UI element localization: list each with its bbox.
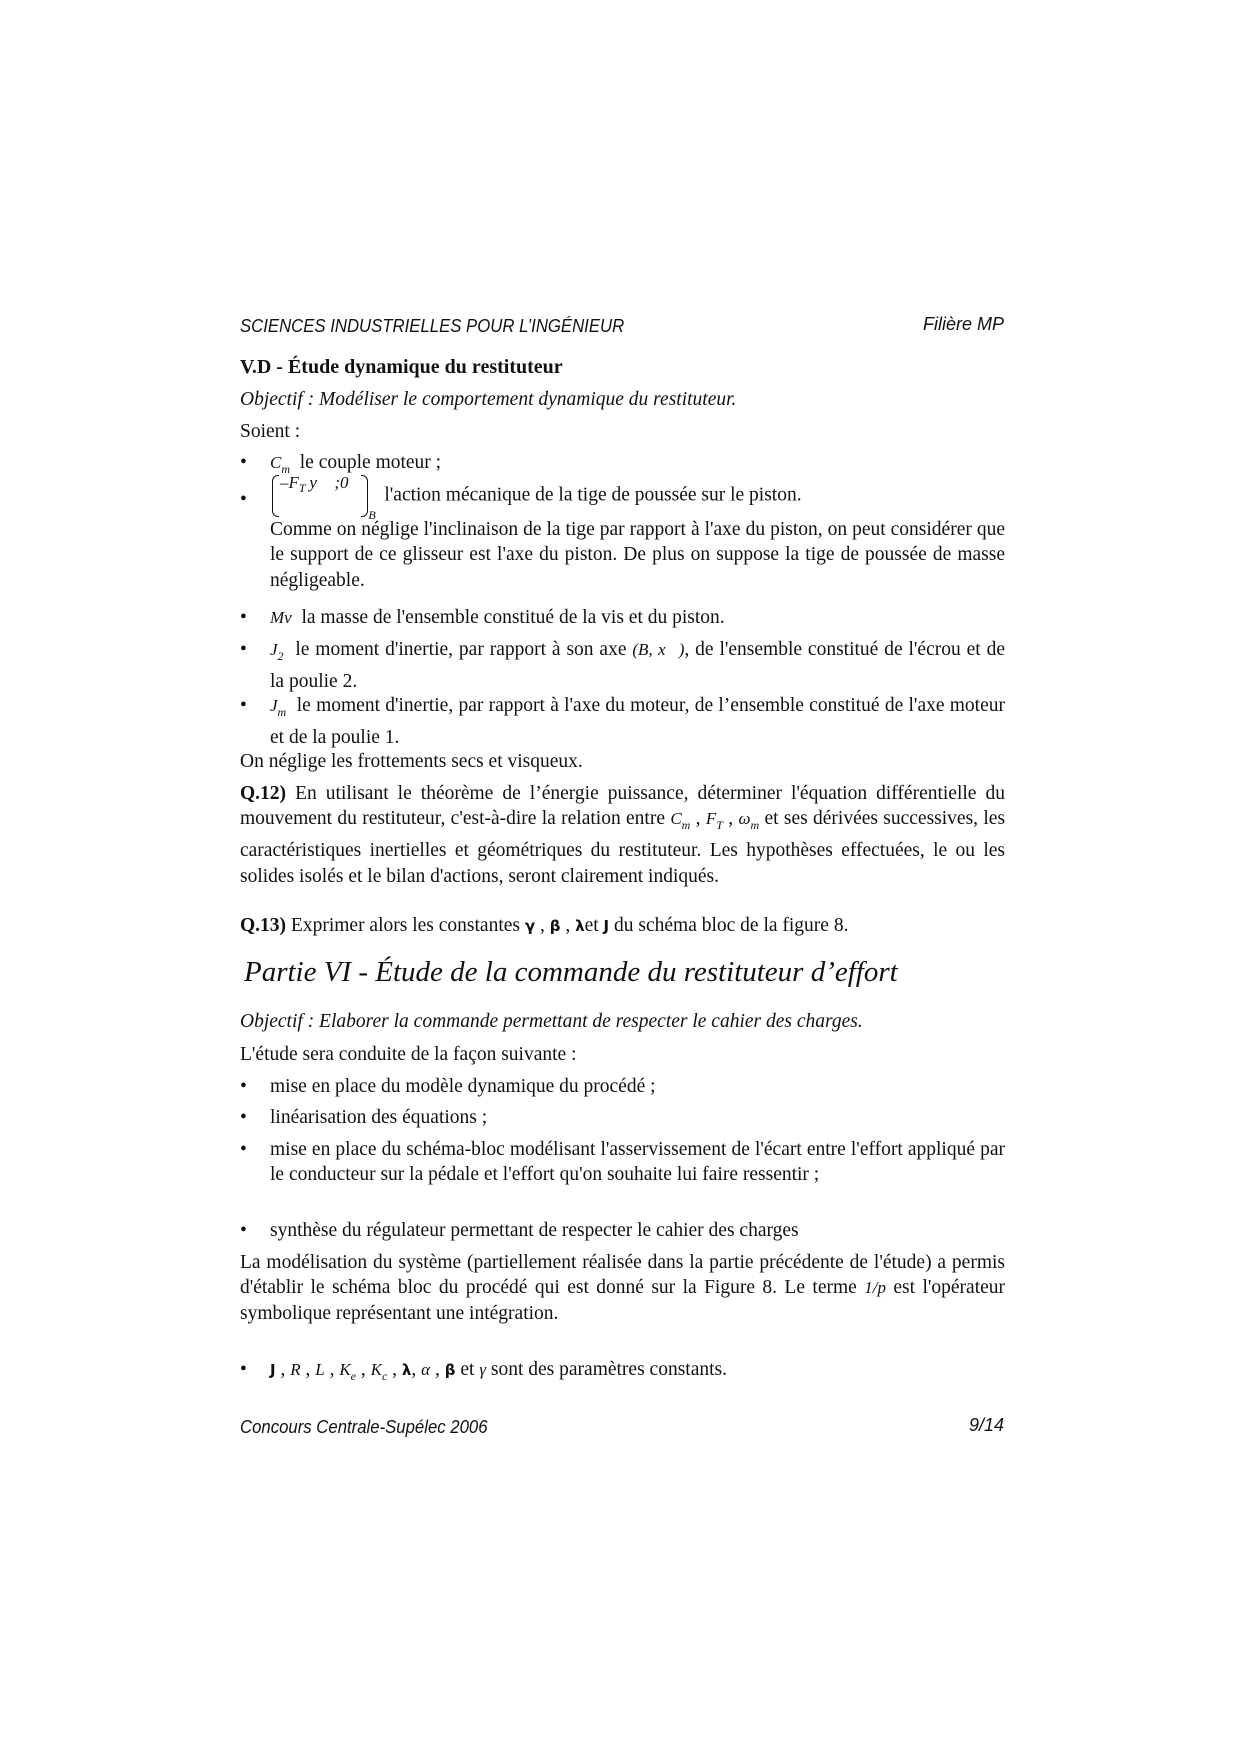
part-intro: L'étude sera conduite de la façon suivante :	[240, 1044, 577, 1065]
torsor: $-F_T$ y⃗ ;0⃗ B	[270, 475, 370, 517]
list-item: • synthèse du régulateur permettant de respecter le cahier des charges	[240, 1220, 799, 1241]
question-13: Q.13) Exprimer alors les constantes γ , β , λet J du schéma bloc de la figure 8.	[240, 915, 849, 936]
section-objective: Objectif : Modéliser le comportement dynamique du restituteur.	[240, 389, 737, 410]
list-item: • $C_m$ le couple moteur ;	[240, 452, 442, 476]
part-title: Partie VI - Étude de la commande du restituteur d’effort	[244, 956, 898, 988]
footer-left: Concours Centrale-Supélec 2006	[240, 1417, 488, 1437]
list-item: • J , R , L , $K_e$ , $K_c$ , λ, α , β et γ sont des paramètres constants.	[240, 1359, 727, 1383]
torsor-note: Comme on néglige l'inclinaison de la tige par rapport à l'axe du piston, on peut considérer que le support de ce glisseur est l'axe du piston. De plus on suppose la tige de poussée de masse négligeable.	[270, 519, 1005, 591]
list-item: • mise en place du schéma-bloc modélisant l'asservissement de l'écart entre l'effort appliqué par le conducteur sur la pédale et l'effort qu'on souhaite lui faire ressentir ;	[240, 1139, 1005, 1186]
modelling-paragraph: La modélisation du système (partiellement réalisée dans la partie précédente de l'étude) a permis d'établir le schéma bloc du procédé qui est donné sur la Figure 8. Le terme 1/p est l'opérateur symbolique représentant une intégration.	[240, 1252, 1006, 1324]
part-objective: Objectif : Elaborer la commande permettant de respecter le cahier des charges.	[240, 1011, 863, 1032]
note: On néglige les frottements secs et visqueux.	[240, 751, 583, 772]
list-item: • mise en place du modèle dynamique du procédé ;	[240, 1076, 656, 1097]
soient: Soient :	[240, 421, 301, 442]
list-item: • $J_2$ le moment d'inertie, par rapport à son axe (B, x⃗), de l'ensemble constitué de l'écrou et de la poulie 2.	[240, 639, 1005, 693]
header-left: SCIENCES INDUSTRIELLES POUR L’INGÉNIEUR	[240, 316, 625, 336]
list-item: • Mv la masse de l'ensemble constitué de la vis et du piston.	[240, 607, 725, 628]
list-item: • linéarisation des équations ;	[240, 1107, 488, 1128]
list-item: • $-F_T$ y⃗ ;0⃗ B l'action mécanique de la tige de poussée sur le piston. Comme on néglige l'inclinaison de la tige par rapport à l'axe du piston, on peut considérer que le support de ce glisseur est l'axe du piston. De plus on suppose la tige de poussée de masse négligeable.	[240, 475, 1005, 593]
list-item: • $J_m$ le moment d'inertie, par rapport à l'axe du moteur, de l’ensemble constitué de l'axe moteur et de la poulie 1.	[240, 695, 1005, 749]
section-title: V.D - Étude dynamique du restituteur	[240, 356, 563, 378]
footer-right: 9/14	[968, 1415, 1004, 1435]
header-right: Filière MP	[922, 314, 1004, 334]
question-12: Q.12) En utilisant le théorème de l’énergie puissance, déterminer l'équation différentielle du mouvement du restituteur, c'est-à-dire la relation entre $C_m$ , $F_T$ , $\omega_m$ et ses dérivées successives, les caractéristiques inertielles et géométriques du restituteur. Les hypothèses effectuées, le ou les solides isolés et le bilan d'actions, seront clairement indiqués.	[240, 783, 1006, 887]
